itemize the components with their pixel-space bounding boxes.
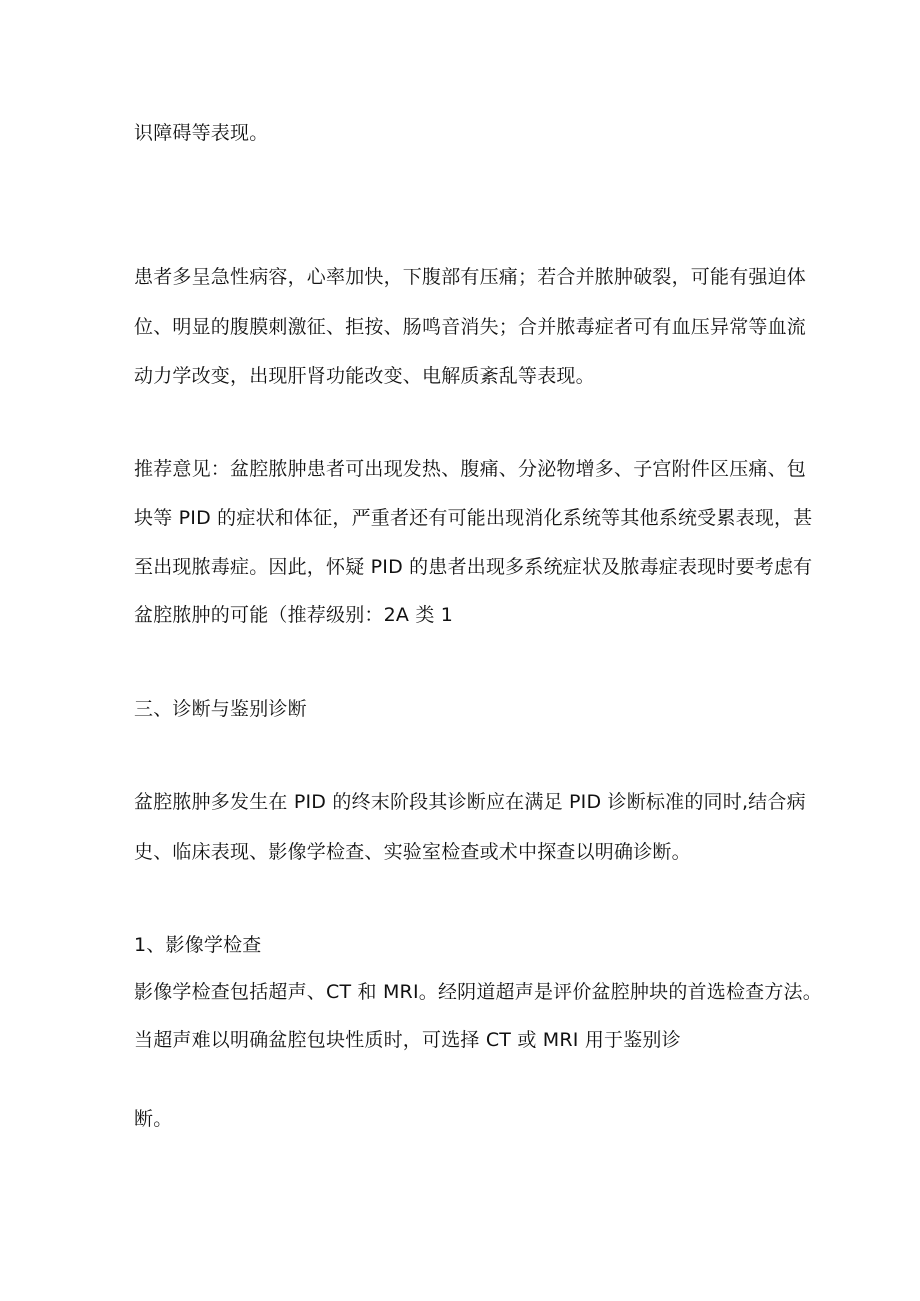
paragraph-line: 位、明显的腹膜刺激征、拒按、肠鸣音消失；合并脓毒症者可有血压异常等血流 [134,316,807,338]
section-heading: 三、诊断与鉴别诊断 [134,698,307,720]
paragraph-line: 推荐意见：盆腔脓肿患者可出现发热、腹痛、分泌物增多、子宫附件区压痛、包 [134,458,807,480]
paragraph-line: 当超声难以明确盆腔包块性质时，可选择 CT 或 MRI 用于鉴别诊 [134,1029,681,1051]
paragraph-line: 史、临床表现、影像学检查、实验室检查或术中探查以明确诊断。 [134,841,691,863]
paragraph-line: 断。 [134,1108,173,1130]
paragraph-line: 块等 PID 的症状和体征，严重者还有可能出现消化系统等其他系统受累表现，甚 [134,507,813,529]
paragraph-line: 影像学检查包括超声、CT 和 MRI。经阴道超声是评价盆腔肿块的首选检查方法。 [134,981,822,1003]
paragraph-line: 识障碍等表现。 [134,122,269,144]
paragraph-line: 患者多呈急性病容，心率加快，下腹部有压痛；若合并脓肿破裂，可能有强迫体 [134,266,807,288]
paragraph-line: 至出现脓毒症。因此，怀疑 PID 的患者出现多系统症状及脓毒症表现时要考虑有 [134,556,813,578]
paragraph-line: 盆腔脓肿多发生在 PID 的终末阶段其诊断应在满足 PID 诊断标准的同时,结合病 [134,791,806,813]
subsection-heading: 1、影像学检查 [134,934,262,956]
paragraph-line: 动力学改变，出现肝肾功能改变、电解质紊乱等表现。 [134,365,595,387]
paragraph-line: 盆腔脓肿的可能（推荐级别：2A 类 1 [134,604,454,626]
